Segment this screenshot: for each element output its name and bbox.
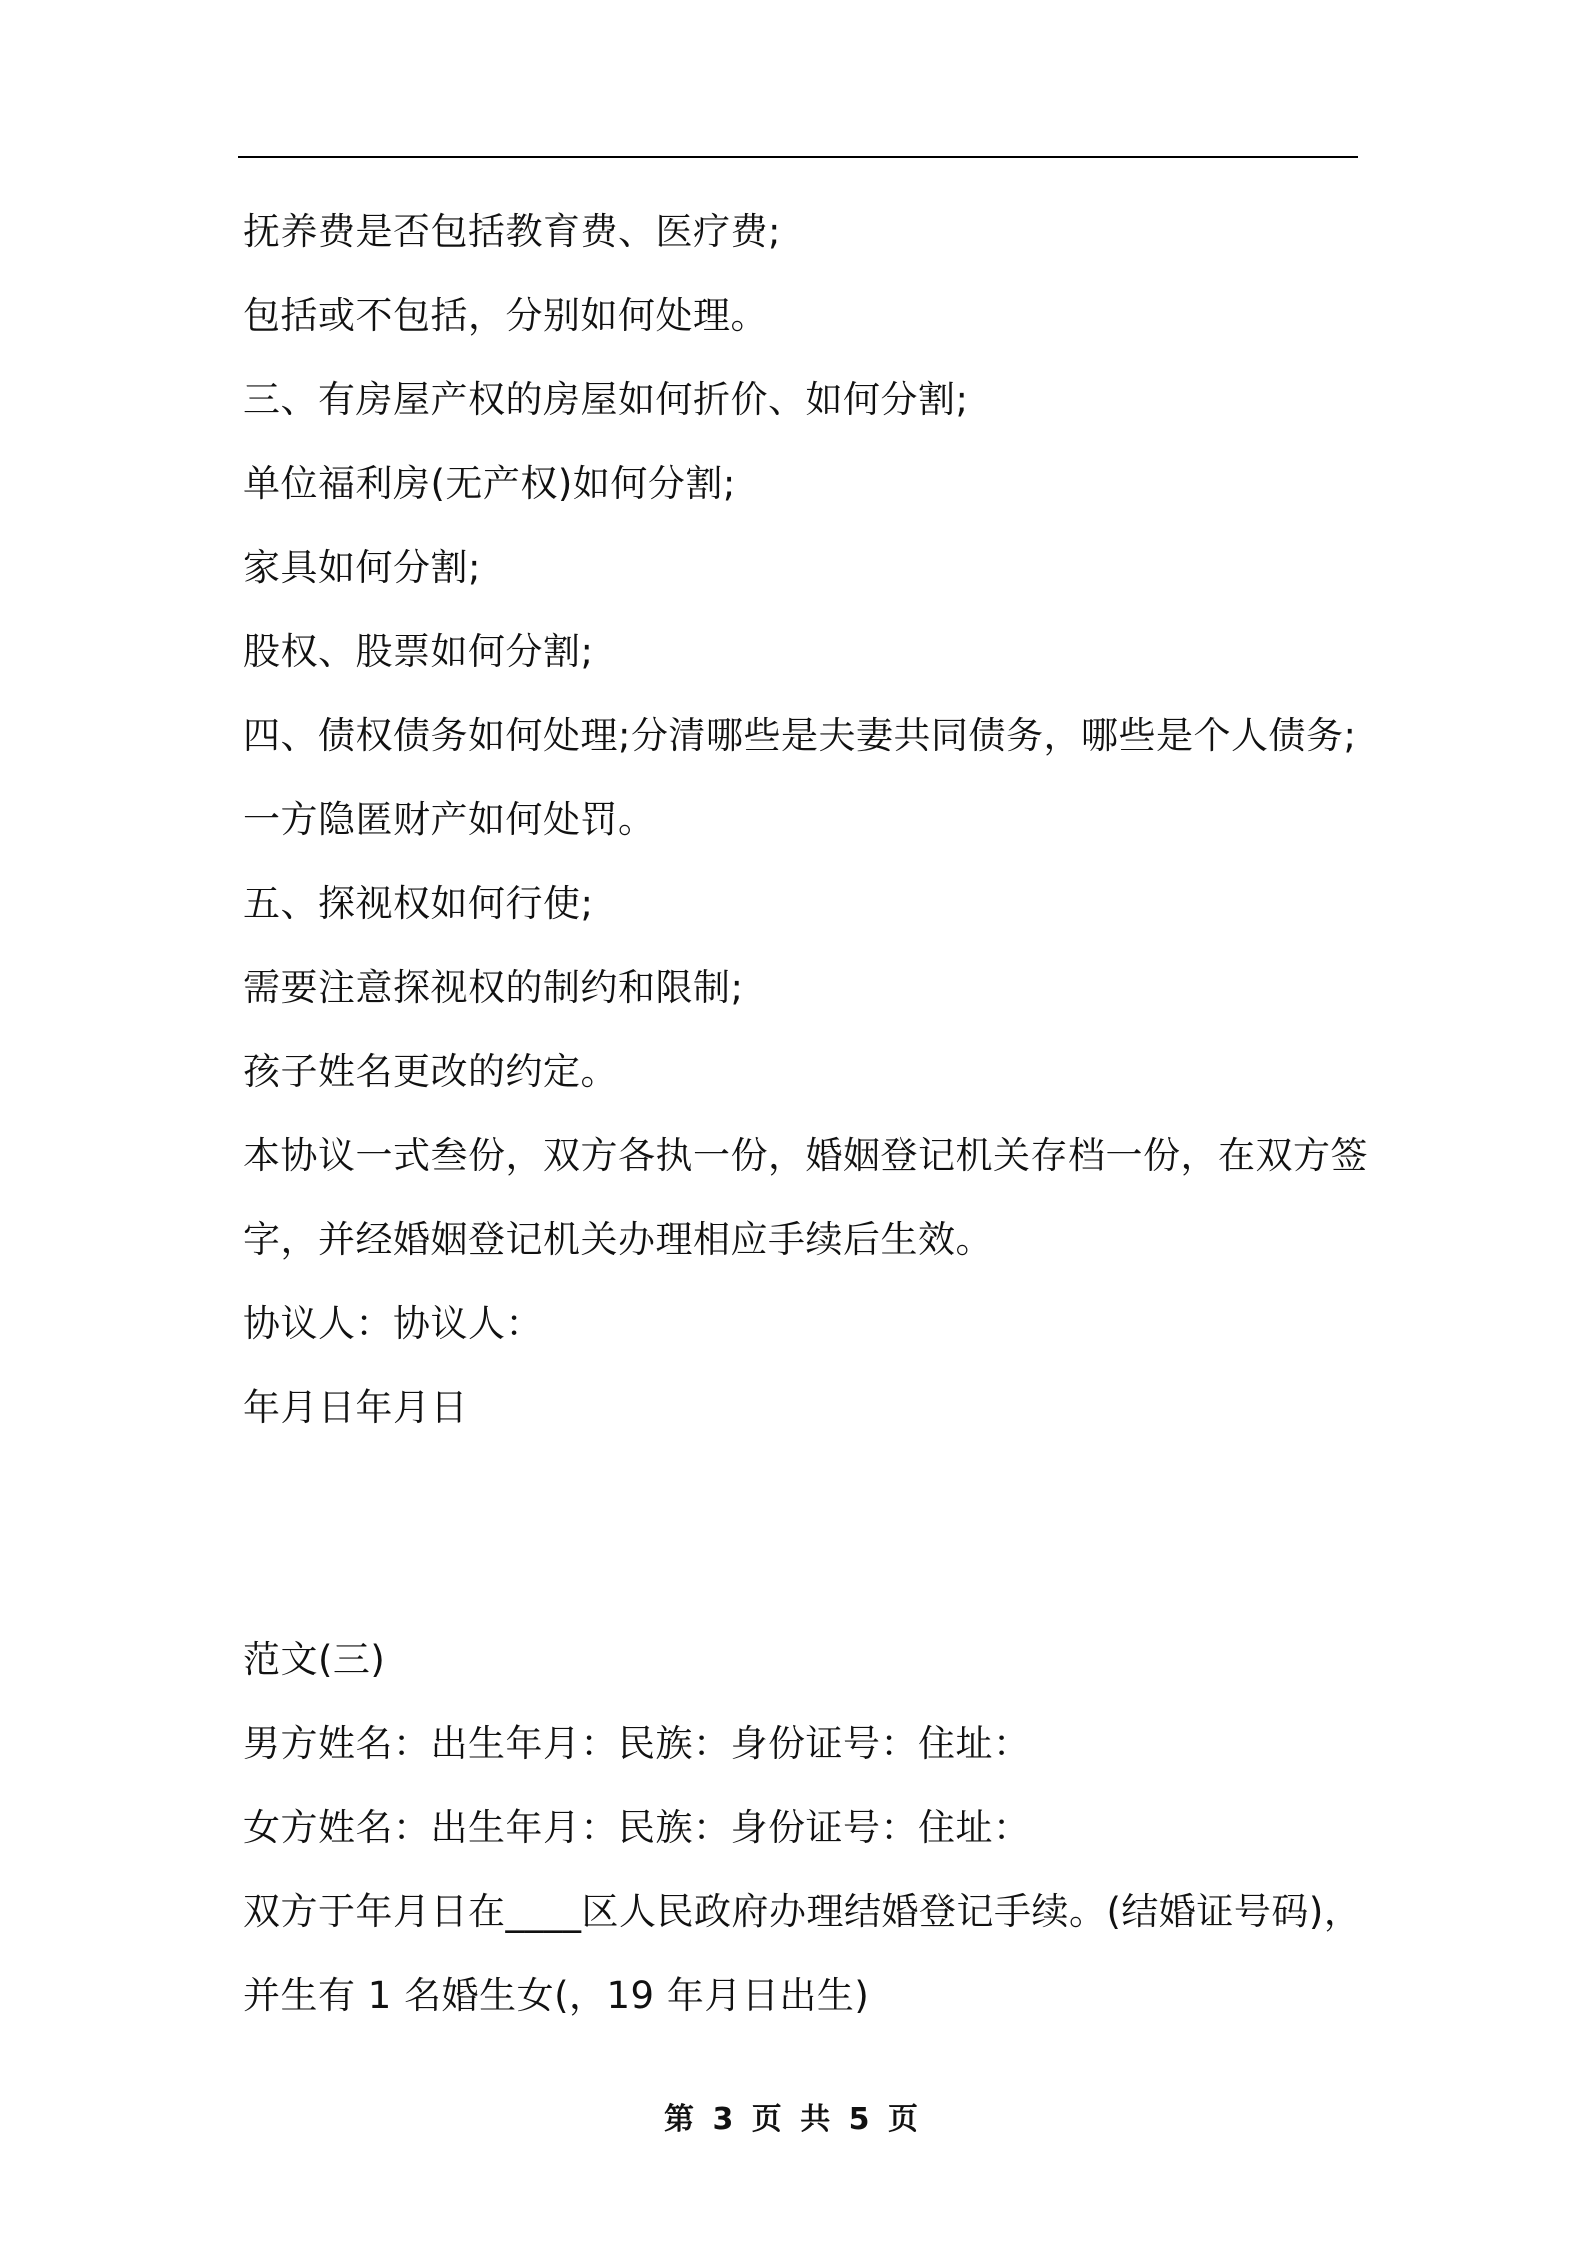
text-line: 需要注意探视权的制约和限制; (243, 966, 744, 1009)
text-line: 抚养费是否包括教育费、医疗费; (243, 210, 781, 253)
text-line: 双方于年月日在____区人民政府办理结婚登记手续。(结婚证号码)， (243, 1890, 1362, 1933)
text-line: 本协议一式叁份，双方各执一份，婚姻登记机关存档一份，在双方签 (243, 1134, 1368, 1177)
document-body (243, 190, 1368, 2038)
text-line: 包括或不包括，分别如何处理。 (243, 294, 768, 337)
text-line: 五、探视权如何行使; (243, 882, 594, 925)
text-line: 并生有 1 名婚生女(，19 年月日出生) (243, 1974, 870, 2017)
text-line: 字，并经婚姻登记机关办理相应手续后生效。 (243, 1218, 993, 1261)
text-line: 单位福利房(无产权)如何分割; (243, 462, 736, 505)
section-title: 范文(三) (243, 1638, 386, 1681)
text-line: 股权、股票如何分割; (243, 630, 594, 673)
text-line: 男方姓名：出生年月：民族：身份证号：住址： (243, 1722, 1031, 1765)
text-line: 女方姓名：出生年月：民族：身份证号：住址： (243, 1806, 1031, 1849)
text-line: 四、债权债务如何处理;分清哪些是夫妻共同债务，哪些是个人债务; (243, 714, 1357, 757)
text-line: 三、有房屋产权的房屋如何折价、如何分割; (243, 378, 969, 421)
date-line: 年月日年月日 (243, 1386, 468, 1429)
page-indicator: 第 3 页 共 5 页 (664, 2102, 922, 2137)
section-spacer (243, 1450, 1363, 1618)
text-line: 家具如何分割; (243, 546, 481, 589)
text-line: 孩子姓名更改的约定。 (243, 1050, 618, 1093)
signature-line: 协议人：协议人： (243, 1302, 543, 1345)
header-divider (238, 156, 1358, 158)
text-line: 一方隐匿财产如何处罚。 (243, 798, 656, 841)
